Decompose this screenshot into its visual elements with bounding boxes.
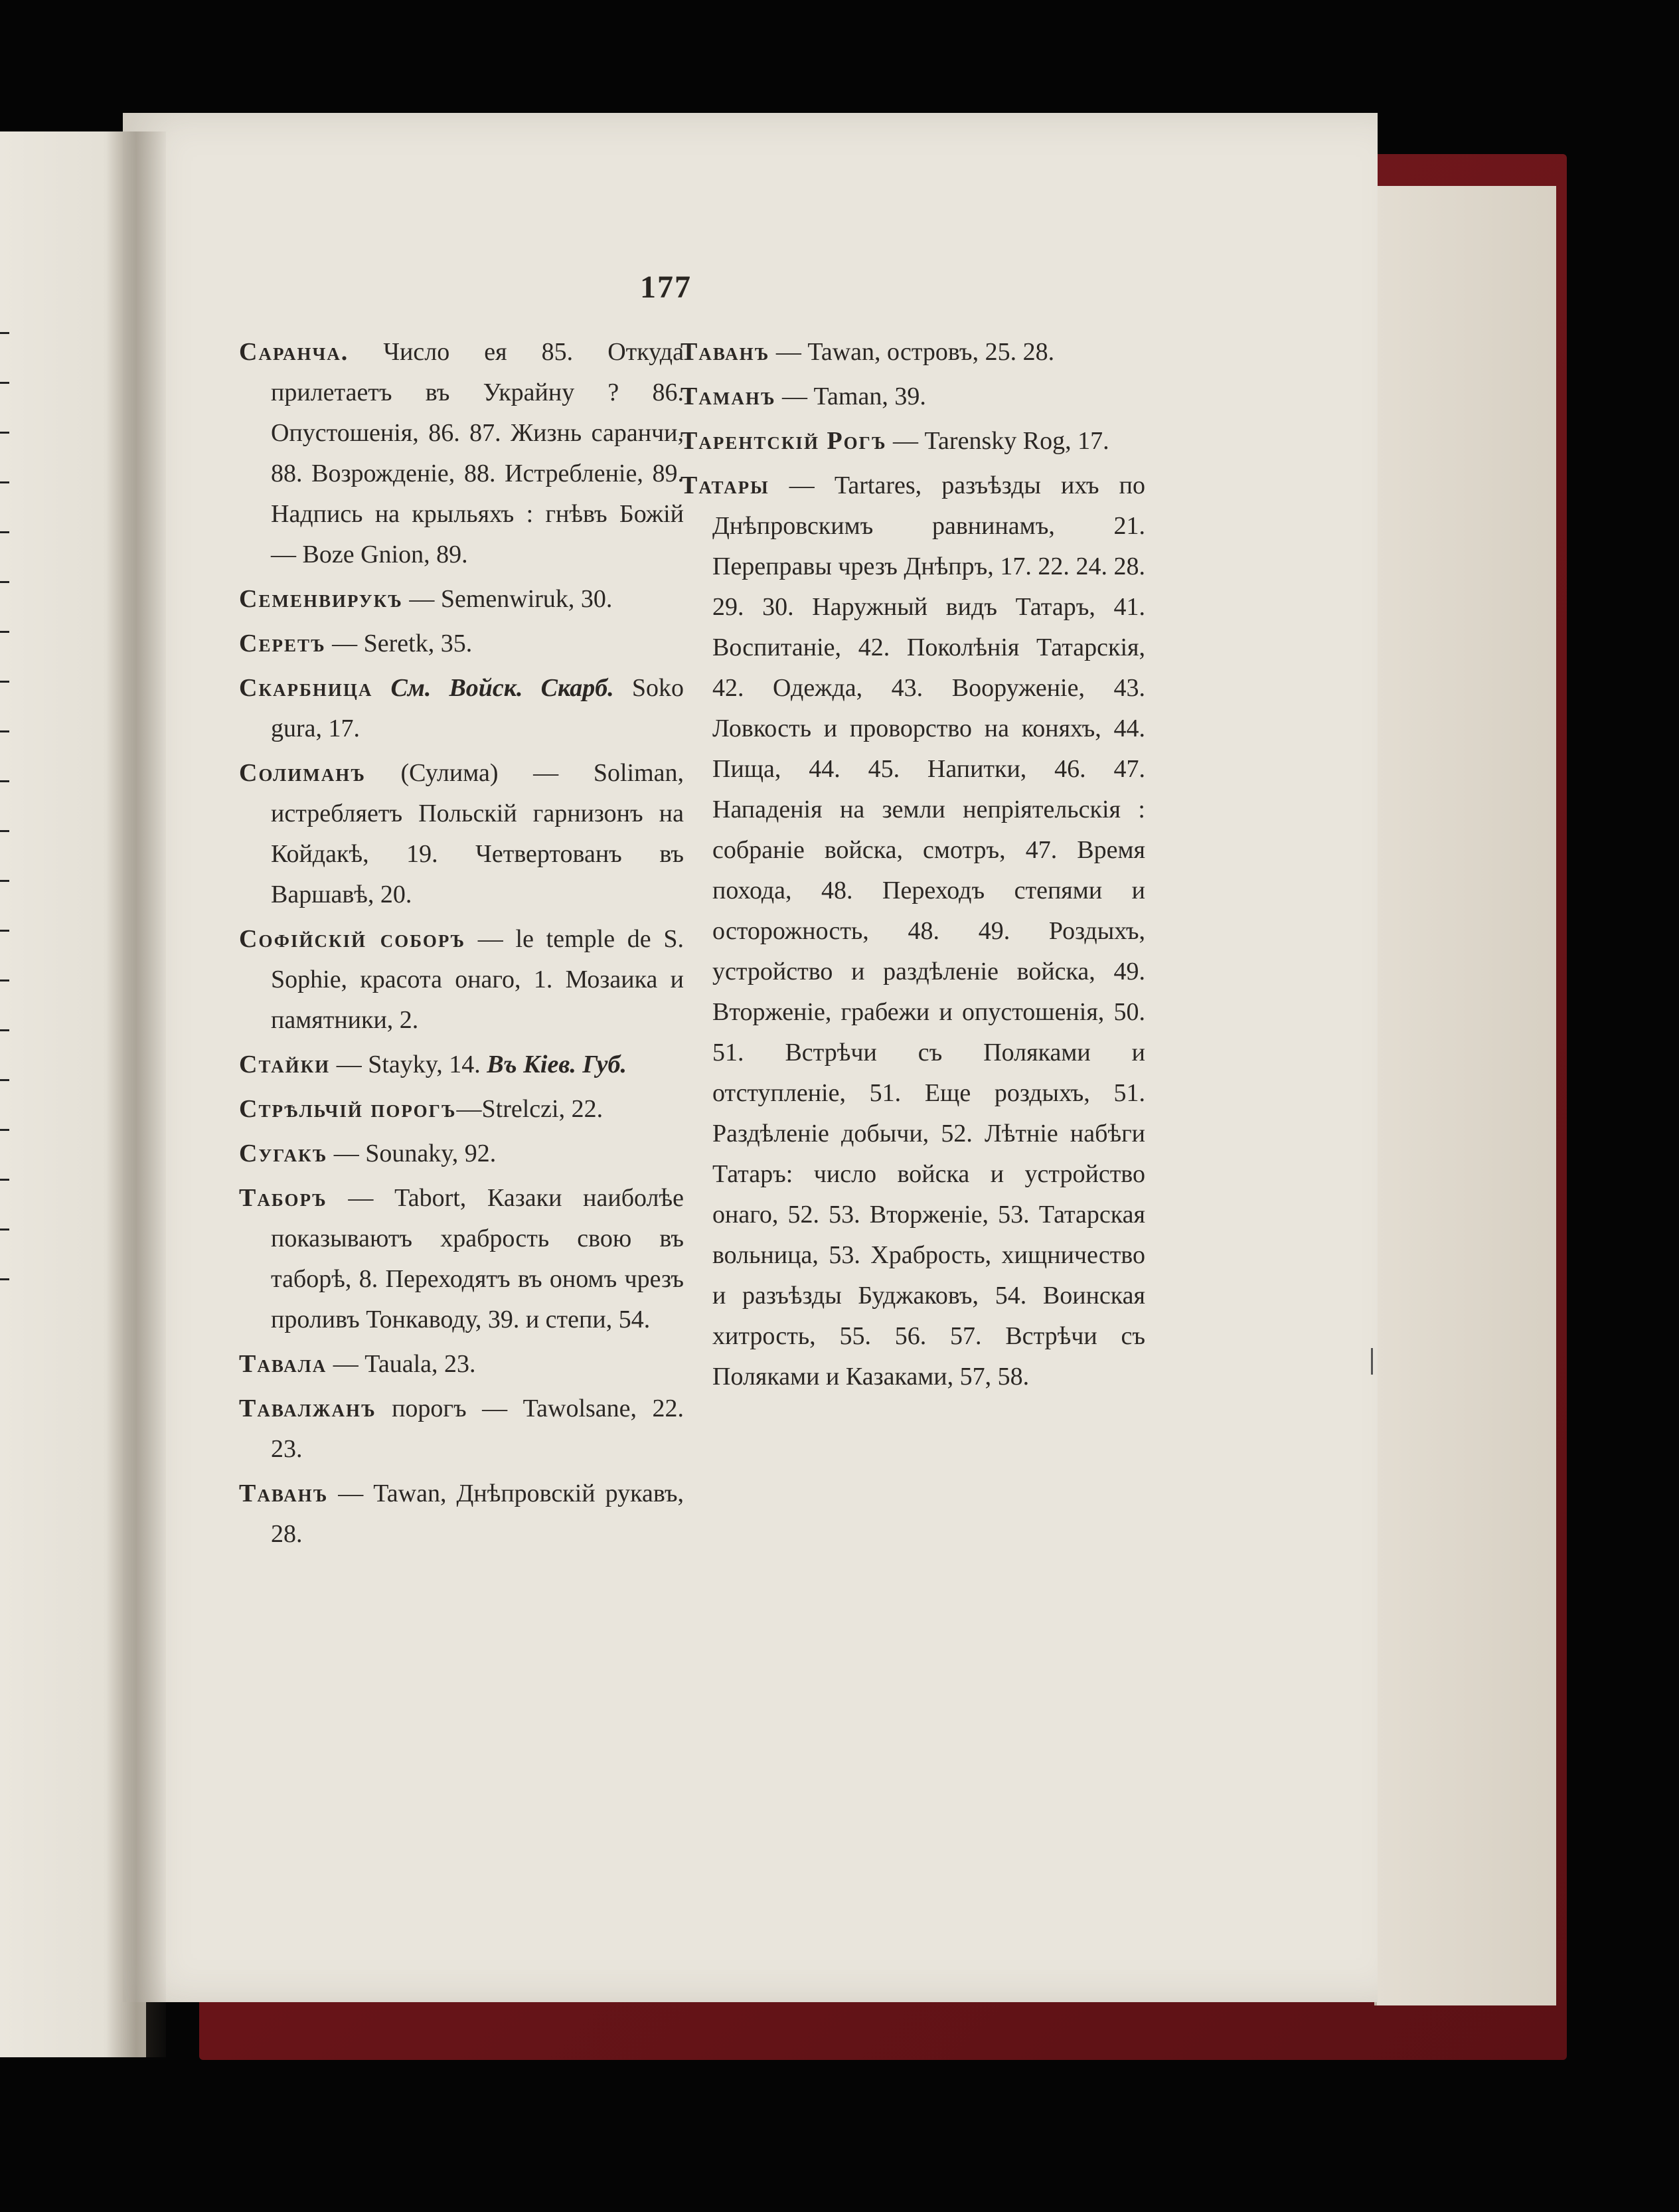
index-entry: Стайки — Stayky, 14. Въ Кіев. Губ.	[239, 1051, 627, 1078]
page-number: 177	[640, 270, 692, 305]
index-entry: Тарентскій Рогъ — Tarensky Rog, 17.	[680, 427, 1109, 455]
index-entry: Сугакъ — Sounaky, 92.	[239, 1140, 497, 1167]
index-entry: Тавалжанъ порогъ — Tawolsane, 22. 23.	[239, 1395, 684, 1463]
index-entry: Скарбница См. Войск. Скарб. Soko gura, 17.	[239, 674, 684, 742]
index-entry: Софійскій соборъ — le temple de S. Sophie, красота онаго, 1. Мозаика и памятники, 2.	[239, 925, 684, 1034]
index-entry: Солиманъ (Сулима) — Soliman, истребляетъ Польскій гарнизонъ на Койдакѣ, 19. Четвертованъ въ Варшавѣ, 20.	[239, 759, 684, 908]
page-edges	[1374, 186, 1556, 2005]
index-entry: Семенвирукъ — Semenwiruk, 30.	[239, 585, 613, 613]
index-entry: Таборъ — Tabort, Казаки наиболѣе показываютъ храбрость свою въ таборѣ, 8. Переходятъ въ ономъ чрезъ проливъ Тонкаводу, 39. и степи, 54.	[239, 1184, 684, 1333]
index-entry: Стрѣльчій порогъ—Strelczi, 22.	[239, 1095, 603, 1123]
index-column-left	[239, 332, 684, 1559]
index-entry: Татары — Tartares, разъѣзды ихъ по Днѣпровскимъ равнинамъ, 21. Переправы чрезъ Днѣпръ, 17. 22. 24. 28. 29. 30. Наружный видъ Татаръ, 41. Воспитаніе, 42. Поколѣнія Татарскія, 42. Одежда, 43. Вооруженіе, 43. Ловкость и проворство на коняхъ, 44. Пища, 44. 45. Напитки, 46. 47. Нападенія на земли непріятельскія : собраніе войска, смотръ, 47. Время похода, 48. Переходъ степями и осторожность, 48. 49. Роздыхъ, устройство и раздѣленіе войска, 49. Вторженіе, грабежи и опустошенія, 50. 51. Встрѣчи съ Поляками и отступленіе, 51. Еще роздыхъ, 51. Раздѣленіе добычи, 52. Лѣтніе набѣги Татаръ: число войска и устройство онаго, 52. 53. Вторженіе, 53. Татарская вольница, 53. Храбрость, хищничество и разъѣзды Буджаковъ, 54. Воинская хитрость, 55. 56. 57. Встрѣчи съ Поляками и Казаками, 57, 58.	[680, 471, 1145, 1391]
index-entry: Саранча. Число ея 85. Откуда прилетаетъ въ Украйну ? 86. Опустошенія, 86. 87. Жизнь саранчи, 88. Возрожденіе, 88. Истребленіе, 89. Надпись на крыльяхъ : гнѣвъ Божій — Boze Gnion, 89.	[239, 338, 684, 568]
index-entry: Таванъ — Tawan, островъ, 25. 28.	[680, 338, 1055, 366]
index-column-right	[680, 332, 1145, 1401]
index-entry: Таманъ — Taman, 39.	[680, 383, 926, 410]
pencil-mark	[1371, 1348, 1373, 1375]
index-entry: Тавала — Tauala, 23.	[239, 1350, 476, 1378]
left-page-text-fragments	[0, 332, 20, 1395]
spine-shadow	[106, 131, 166, 2057]
index-entry: Серетъ — Seretk, 35.	[239, 630, 473, 657]
index-entry: Таванъ — Tawan, Днѣпровскій рукавъ, 28.	[239, 1480, 684, 1548]
